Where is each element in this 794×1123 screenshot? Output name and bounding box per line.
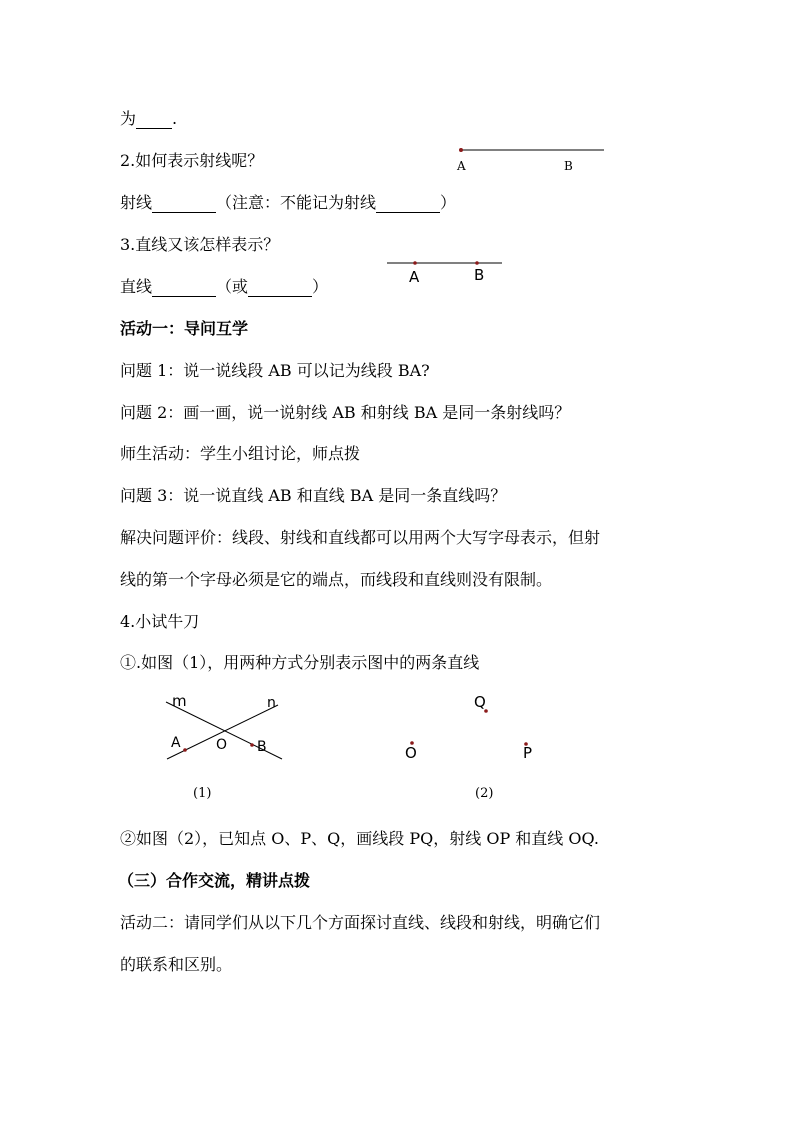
text: 为 [120, 109, 137, 128]
text: 直线 [120, 277, 153, 296]
evaluation-line-1: 解决问题评价：线段、射线和直线都可以用两个大写字母表示，但射 [120, 528, 601, 547]
question-3: 问题 3：说一说直线 AB 和直线 BA 是同一条直线吗？ [120, 486, 507, 505]
question-1: 问题 1：说一说线段 AB 可以记为线段 BA? [120, 361, 430, 380]
answer-blank[interactable] [152, 198, 216, 213]
figure-1-caption: (1) [193, 786, 212, 801]
ray-label-a: A [457, 159, 466, 173]
question-2: 问题 2：画一画，说一说射线 AB 和射线 BA 是同一条射线吗？ [120, 403, 571, 422]
fill-in-ray [120, 190, 456, 213]
endpoint-a-dot [459, 148, 463, 152]
question-line-notation: 3.直线又该怎样表示？ [120, 235, 280, 254]
exercise-2: ②如图（2），已知点 O、P、Q，画线段 PQ，射线 OP 和直线 OQ. [120, 829, 599, 848]
answer-blank[interactable] [248, 282, 312, 297]
text: . [172, 109, 178, 128]
point-a-dot [183, 748, 187, 752]
text: ） [312, 277, 329, 296]
fill-in-line-1 [120, 106, 177, 129]
point-b-dot [475, 261, 479, 265]
answer-blank[interactable] [376, 198, 440, 213]
question-ray-notation: 2.如何表示射线呢？ [120, 151, 264, 170]
activity-two-line-1: 活动二：请同学们从以下几个方面探讨直线、线段和射线，明确它们 [120, 913, 601, 932]
label-n: n [267, 695, 276, 711]
fill-in-line [120, 274, 328, 297]
line-figure [385, 256, 505, 286]
point-b-dot [250, 743, 254, 747]
figure-2-caption: (2) [475, 786, 494, 801]
label-o: O [216, 737, 228, 753]
text: 射线 [120, 193, 153, 212]
ray-label-b: B [564, 159, 573, 173]
label-p: P [523, 744, 533, 762]
text: （或 [216, 277, 249, 296]
answer-blank[interactable] [152, 282, 216, 297]
teacher-student-activity: 师生活动：学生小组讨论，师点拨 [120, 444, 361, 463]
section-three-heading: （三）合作交流，精讲点拨 [118, 871, 311, 890]
text: ） [440, 193, 457, 212]
label-o: O [405, 744, 417, 762]
evaluation-line-2: 线的第一个字母必须是它的端点，而线段和直线则没有限制。 [120, 570, 553, 589]
trial-heading: 4.小试牛刀 [120, 612, 200, 631]
text: （注意：不能记为射线 [216, 193, 377, 212]
label-m: m [172, 692, 187, 710]
line-label-a: A [409, 268, 420, 286]
label-b: B [257, 739, 267, 755]
label-q: Q [474, 693, 486, 711]
exercise-1: ①.如图（1），用两种方式分别表示图中的两条直线 [120, 653, 480, 672]
label-a: A [171, 735, 181, 751]
answer-blank[interactable] [136, 114, 172, 129]
activity-one-heading: 活动一：导问互学 [120, 319, 249, 338]
figure-1-intersecting-lines [160, 690, 290, 770]
point-a-dot [413, 261, 417, 265]
figure-2-points [400, 690, 550, 770]
ray-figure [455, 143, 615, 173]
activity-two-line-2: 的联系和区别。 [120, 955, 233, 974]
line-label-b: B [474, 266, 485, 284]
